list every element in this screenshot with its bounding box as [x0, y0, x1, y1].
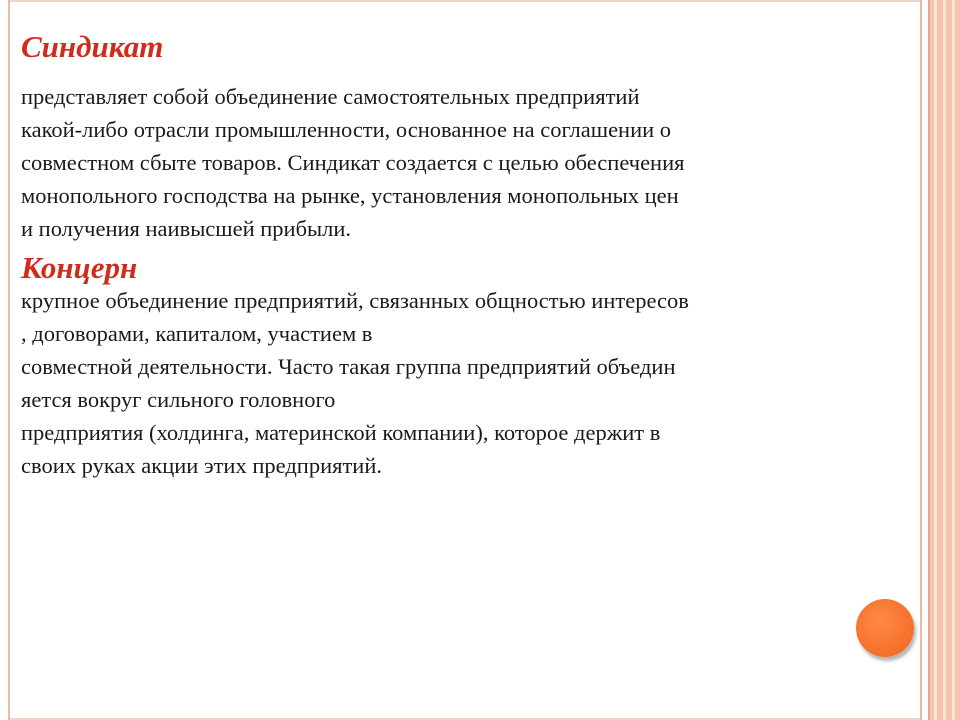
definition-block-concern — [21, 251, 916, 482]
text-line: и получения наивысшей прибыли. — [21, 216, 352, 241]
slide-content — [21, 28, 916, 482]
definition-block-syndicate — [21, 28, 916, 245]
text-line: крупное объединение предприятий, связанных общностью интересов — [21, 288, 689, 313]
decorative-stripes — [928, 0, 960, 720]
text-line: представляет собой объединение самостоятельных предприятий — [21, 84, 640, 109]
text-line: своих руках акции этих предприятий. — [21, 453, 382, 478]
text-line: какой-либо отрасли промышленности, основанное на соглашении о — [21, 117, 672, 142]
orange-circle-decoration — [856, 599, 914, 657]
text-line: монопольного господства на рынке, установления монопольных цен — [21, 183, 679, 208]
term-heading-concern: Концерн — [21, 250, 138, 285]
text-line: совместной деятельности. Часто такая группа предприятий объедин — [21, 354, 676, 379]
text-line: совместном сбыте товаров. Синдикат создается с целью обеспечения — [21, 150, 685, 175]
frame-left-line — [8, 0, 10, 720]
stripe-edge-line — [928, 0, 930, 720]
text-line: яется вокруг сильного головного — [21, 387, 336, 412]
definition-text-syndicate — [21, 80, 916, 245]
text-line: , договорами, капиталом, участием в — [21, 321, 373, 346]
frame-top-line — [8, 0, 922, 2]
definition-text-concern — [21, 284, 916, 482]
term-heading-syndicate: Синдикат — [21, 29, 164, 64]
text-line: предприятия (холдинга, материнской компании), которое держит в — [21, 420, 661, 445]
frame-right-line — [920, 0, 922, 720]
